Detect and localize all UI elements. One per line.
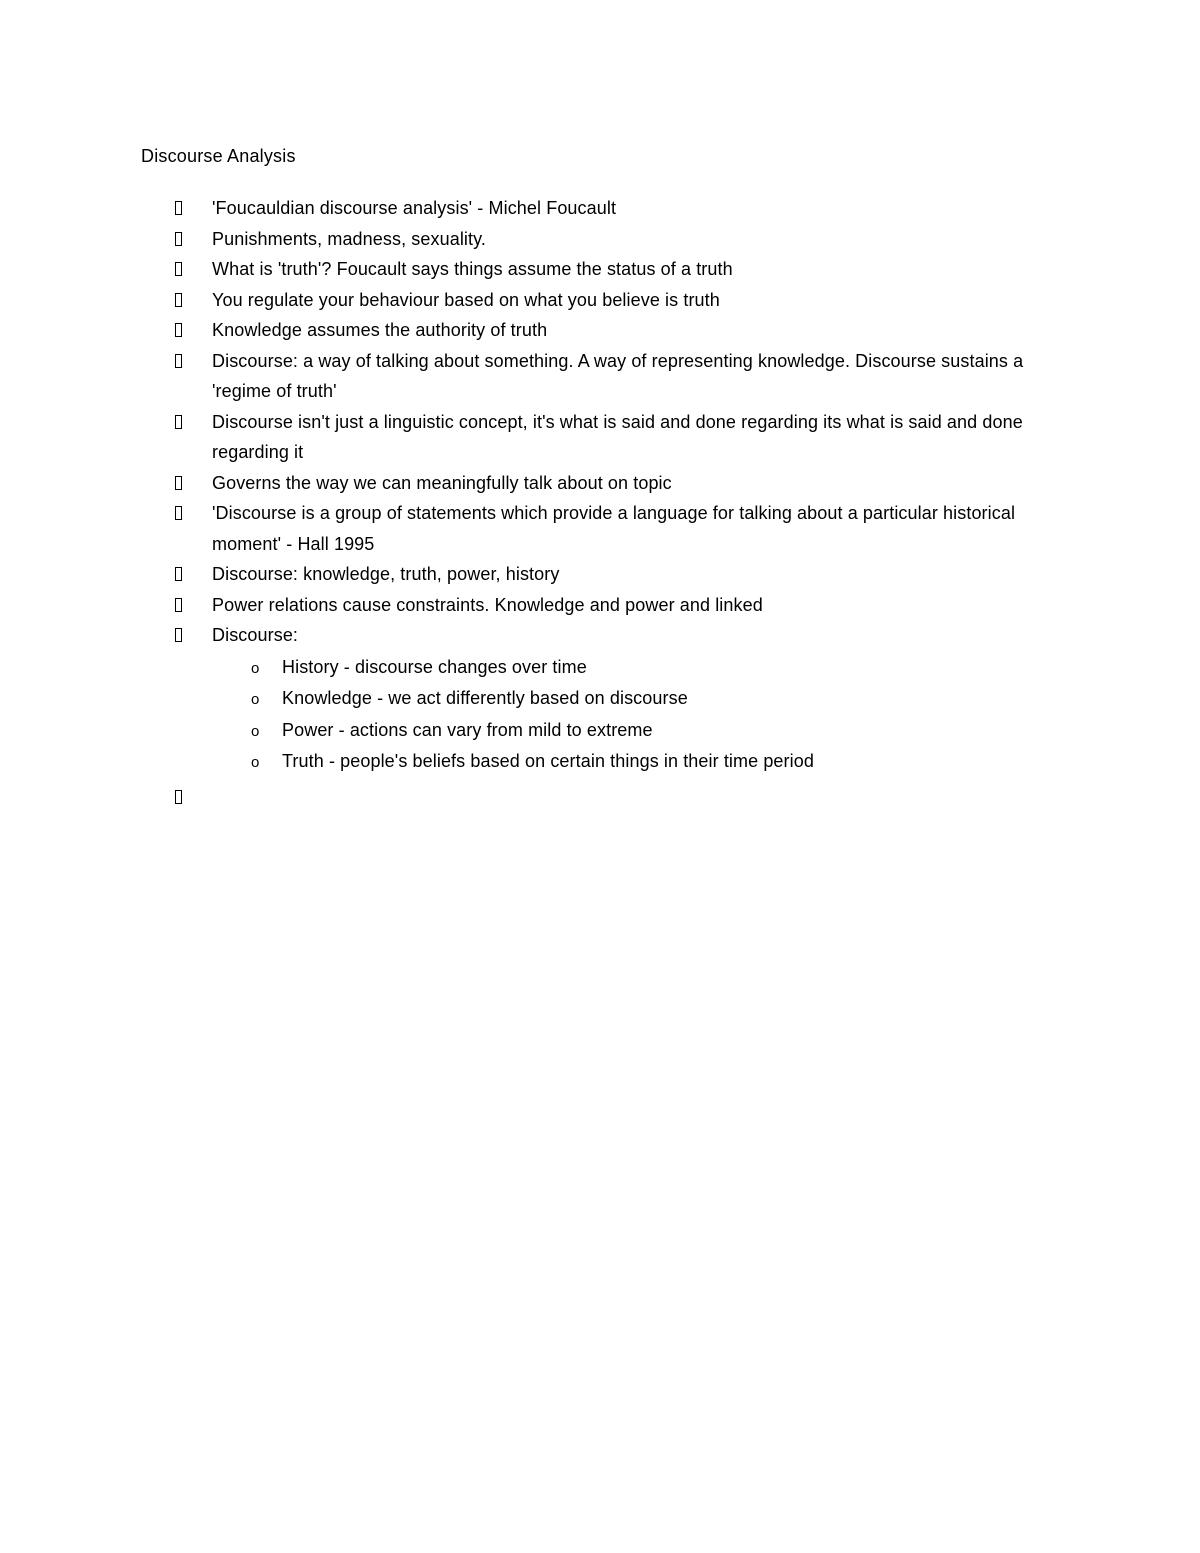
circle-bullet-icon: o <box>251 754 260 771</box>
list-item <box>141 620 1071 778</box>
list-item <box>141 193 1071 224</box>
list-item <box>141 224 1071 255</box>
list-item-text: Discourse isn't just a linguistic concept, it's what is said and done regarding its what is said and done regarding it <box>212 411 1023 462</box>
sub-bullet-list <box>212 652 1071 778</box>
sub-list-item <box>212 715 1071 747</box>
missing-glyph-bullet-icon <box>175 628 182 642</box>
list-item-text: 'Foucauldian discourse analysis' - Michel Foucault <box>212 198 617 218</box>
sub-list-item <box>212 746 1071 778</box>
sub-list-item-text: Knowledge - we act differently based on discourse <box>282 688 688 708</box>
list-item <box>141 559 1071 590</box>
list-item-text: Power relations cause constraints. Knowledge and power and linked <box>212 594 763 615</box>
missing-glyph-bullet-icon <box>175 201 182 215</box>
list-item <box>141 346 1071 407</box>
list-item-text: 'Discourse is a group of statements which provide a language for talking about a particular historical moment' - Hall 1995 <box>212 503 1016 554</box>
missing-glyph-bullet-icon <box>175 262 182 276</box>
list-item-text: Discourse: knowledge, truth, power, history <box>212 564 560 584</box>
document-title: Discourse Analysis <box>141 146 296 166</box>
list-item-text: Governs the way we can meaningfully talk about on topic <box>212 472 672 493</box>
circle-bullet-icon: o <box>251 691 260 708</box>
list-item <box>141 315 1071 346</box>
list-item-text: Knowledge assumes the authority of truth <box>212 320 548 340</box>
list-item <box>141 407 1071 468</box>
sub-list-item-text: History - discourse changes over time <box>282 656 587 677</box>
missing-glyph-bullet-icon <box>175 232 182 246</box>
circle-bullet-icon: o <box>251 659 260 677</box>
missing-glyph-bullet-icon <box>175 323 182 337</box>
list-item <box>141 468 1071 499</box>
list-item-text: Discourse: a way of talking about something. A way of representing knowledge. Discourse sustains a 'regime of truth' <box>212 350 1024 401</box>
sub-list-item <box>212 683 1071 715</box>
bullet-list <box>141 193 1071 816</box>
list-item <box>141 254 1071 285</box>
missing-glyph-bullet-icon <box>175 415 182 429</box>
missing-glyph-bullet-icon <box>175 293 182 307</box>
missing-glyph-bullet-icon <box>175 790 182 804</box>
sub-list-item <box>212 652 1071 684</box>
sub-list-item-text: Truth - people's beliefs based on certain things in their time period <box>282 751 814 771</box>
list-item-text: What is 'truth'? Foucault says things assume the status of a truth <box>212 259 733 279</box>
missing-glyph-bullet-icon <box>175 476 182 490</box>
circle-bullet-icon: o <box>251 722 260 740</box>
list-item <box>141 285 1071 316</box>
missing-glyph-bullet-icon <box>175 506 182 520</box>
list-item-text: Discourse: <box>212 625 299 645</box>
list-item-text: You regulate your behaviour based on what you believe is truth <box>212 289 720 310</box>
sub-list-item-text: Power - actions can vary from mild to extreme <box>282 719 653 740</box>
missing-glyph-bullet-icon <box>175 567 182 581</box>
missing-glyph-bullet-icon <box>175 598 182 612</box>
list-item-text: Punishments, madness, sexuality. <box>212 228 486 249</box>
list-item <box>141 590 1071 621</box>
list-item <box>141 498 1071 559</box>
missing-glyph-bullet-icon <box>175 354 182 368</box>
empty-list-item <box>141 782 1071 816</box>
